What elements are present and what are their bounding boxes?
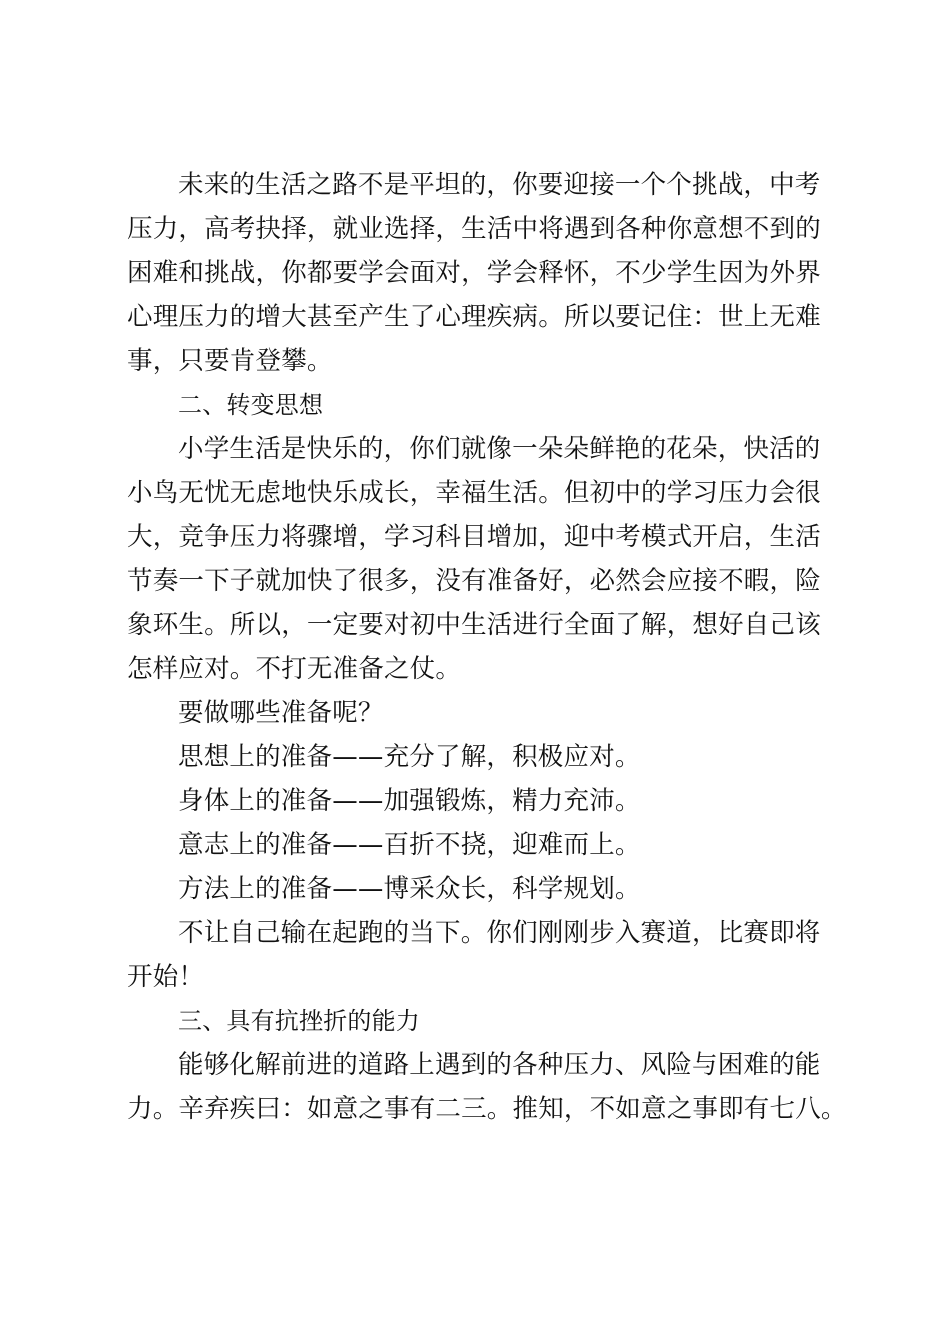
text-line: 节奏一下子就加快了很多，没有准备好，必然会应接不暇，险 xyxy=(127,566,821,596)
text-line: 困难和挑战，你都要学会面对，学会释怀，不少学生因为外界 xyxy=(127,258,821,288)
text-line: 小鸟无忧无虑地快乐成长，幸福生活。但初中的学习压力会很 xyxy=(127,478,821,508)
section-heading: 二、转变思想 xyxy=(178,391,324,419)
list-item: 意志上的准备——百折不挠，迎难而上。 xyxy=(178,830,641,860)
text-line: 大，竞争压力将骤增，学习科目增加，迎中考模式开启，生活 xyxy=(127,522,821,552)
section-heading: 三、具有抗挫折的能力 xyxy=(178,1007,420,1035)
text-line: 怎样应对。不打无准备之仗。 xyxy=(127,654,462,684)
text-line: 压力，高考抉择，就业选择，生活中将遇到各种你意想不到的 xyxy=(127,214,821,244)
text-line: 小学生活是快乐的，你们就像一朵朵鲜艳的花朵，快活的 xyxy=(178,434,821,464)
text-line: 事，只要肯登攀。 xyxy=(127,346,333,376)
list-item: 思想上的准备——充分了解，积极应对。 xyxy=(178,742,641,772)
list-item: 方法上的准备——博采众长，科学规划。 xyxy=(178,874,641,904)
text-line: 心理压力的增大甚至产生了心理疾病。所以要记住：世上无难 xyxy=(127,302,821,332)
text-line: 开始！ xyxy=(127,962,205,992)
text-line: 不让自己输在起跑的当下。你们刚刚步入赛道，比赛即将 xyxy=(178,918,821,948)
text-line: 力。辛弃疾曰：如意之事有二三。推知，不如意之事即有七八。 xyxy=(127,1094,847,1124)
text-line: 要做哪些准备呢？ xyxy=(178,698,384,728)
text-line: 未来的生活之路不是平坦的，你要迎接一个个挑战，中考 xyxy=(178,170,821,200)
text-line: 象环生。所以，一定要对初中生活进行全面了解，想好自己该 xyxy=(127,610,821,640)
list-item: 身体上的准备——加强锻炼，精力充沛。 xyxy=(178,786,641,816)
text-line: 能够化解前进的道路上遇到的各种压力、风险与困难的能 xyxy=(178,1050,821,1080)
